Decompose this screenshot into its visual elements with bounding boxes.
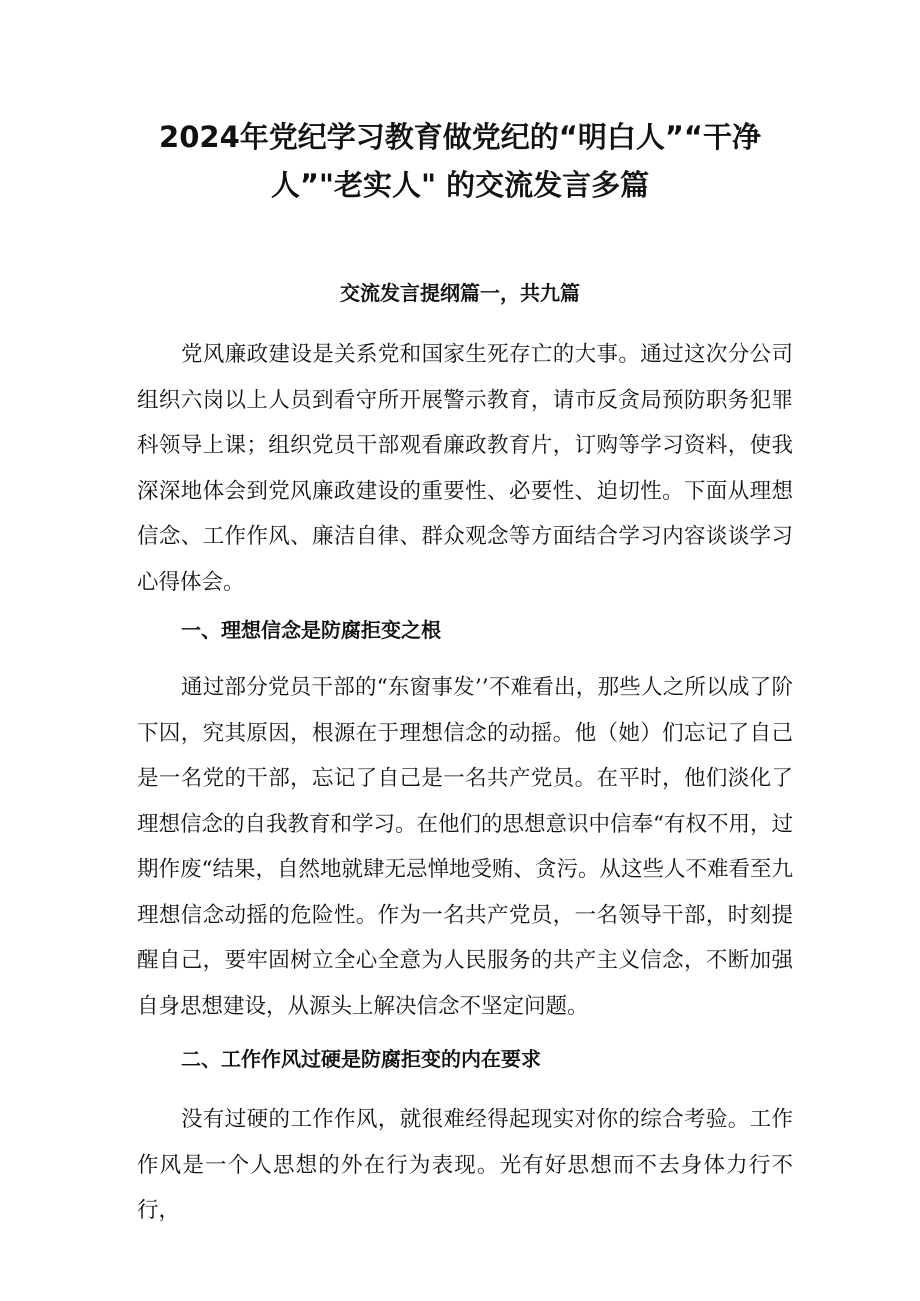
body-paragraph-intro: 党风廉政建设是关系党和国家生死存亡的大事。通过这次分公司组织六岗以上人员到看守所开展警示教育，请市反贪局预防职务犯罪科领导上课；组织党员干部观看廉政教育片，订购等学习资料，使我深深地体会到党风廉政建设的重要性、必要性、迫切性。下面从理想信念、工作作风、廉洁自律、群众观念等方面结合学习内容谈谈学习心得体会。: [137, 342, 793, 595]
body-paragraph-ideals: 通过部分党员干部的“东窗事发’’不难看出，那些人之所以成了阶下囚，究其原因，根源在于理想信念的动摇。他（她）们忘记了自己是一名党的干部，忘记了自己是一名共产党员。在平时，他们淡化了理想信念的自我教育和学习。在他们的思想意识中信奉“有权不用，过期作废“结果，自然地就肆无忌惮地受贿、贪污。从这些人不难看至九理想信念动摇的危险性。作为一名共产党员，一名领导干部，时刻提醒自己，要牢固树立全心全意为人民服务的共产主义信念，不断加强自身思想建设，从源头上解决信念不坚定问题。: [137, 675, 793, 1019]
section-heading-ideals: 一、理想信念是防腐拒变之根: [181, 618, 441, 642]
body-paragraph-work-style: 没有过硬的工作作风，就很难经得起现实对你的综合考验。工作作风是一个人思想的外在行为表现。光有好思想而不去身体力行不行，: [137, 1107, 793, 1223]
document-title-line-2: 人”"老实人" 的交流发言多篇: [270, 168, 650, 202]
section-heading-work-style: 二、工作作风过硬是防腐拒变的内在要求: [181, 1047, 541, 1071]
document-subtitle: 交流发言提纲篇一，共九篇: [340, 281, 580, 305]
document-title-line-1: 2024年党纪学习教育做党纪的“明白人”“干净: [159, 120, 761, 154]
